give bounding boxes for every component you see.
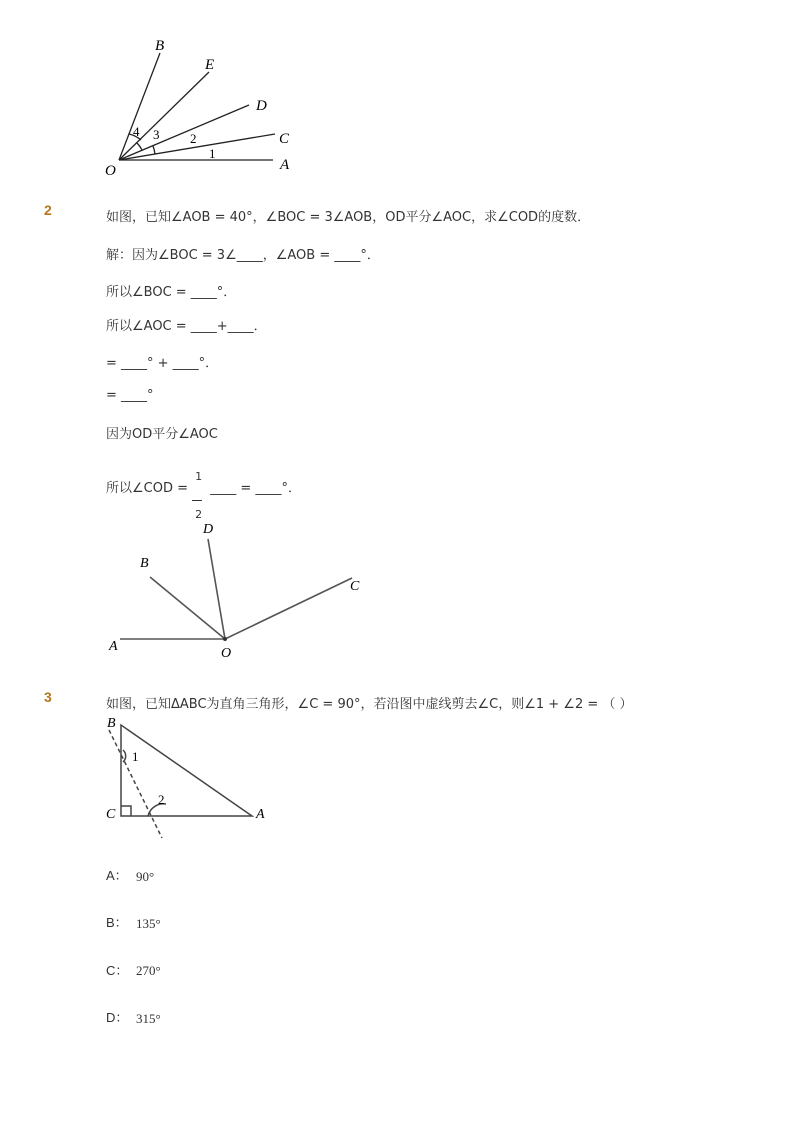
- ray-OD: [208, 539, 225, 639]
- question-stem: 如图，已知∠AOB = 40°，∠BOC = 3∠AOB，OD平分∠AOC，求∠COD的度数．: [106, 210, 591, 225]
- label-2: 2: [190, 131, 197, 146]
- ray-OC: [225, 578, 352, 639]
- option-c-value[interactable]: 270°: [136, 963, 161, 978]
- right-angle-mark: [121, 806, 131, 816]
- figure-right-triangle: [100, 712, 280, 842]
- solution-line-7: [106, 470, 301, 521]
- label-C: C: [106, 807, 116, 822]
- solution-line-3: 所以∠AOC = ____+____．: [106, 319, 267, 334]
- question-number: 3: [44, 689, 52, 705]
- label-2: 2: [158, 792, 165, 807]
- solution-line-5: = ____°: [106, 388, 154, 403]
- label-E: E: [205, 57, 215, 73]
- option-d-value[interactable]: 315°: [136, 1011, 161, 1026]
- label-A: A: [256, 807, 265, 822]
- option-c-letter[interactable]: C：: [106, 963, 129, 978]
- question-number: 2: [44, 202, 52, 218]
- option-a-letter[interactable]: A：: [106, 868, 128, 883]
- label-B: B: [155, 38, 165, 54]
- label-D: D: [256, 98, 267, 114]
- label-O: O: [105, 163, 116, 179]
- label-4: 4: [133, 124, 140, 139]
- ray-OB: [150, 577, 225, 639]
- fraction-denominator: 2: [195, 508, 203, 521]
- label-B: B: [107, 716, 116, 731]
- label-D: D: [203, 522, 214, 537]
- label-3: 3: [153, 127, 160, 142]
- solution-line-1: 解：因为∠BOC = 3∠____，∠AOB = ____°．: [106, 248, 380, 263]
- question-stem: 如图，已知ΔABC为直角三角形，∠C = 90°，若沿图中虚线剪去∠C，则∠1 + ∠2 = （ ）: [106, 697, 633, 712]
- cut-line: [109, 730, 162, 838]
- solution-line-2: 所以∠BOC = ____°．: [106, 285, 237, 300]
- option-b-value[interactable]: 135°: [136, 916, 161, 931]
- fraction-bar: [192, 500, 202, 501]
- fraction-numerator: 1: [195, 470, 203, 483]
- solution-line-6: 因为OD平分∠AOC: [106, 427, 218, 442]
- label-C: C: [279, 131, 290, 147]
- label-O: O: [221, 646, 232, 661]
- label-1: 1: [209, 146, 216, 161]
- label-1: 1: [132, 749, 139, 764]
- ray-OB: [119, 53, 160, 160]
- arc-2: [153, 146, 155, 154]
- solution-line-7-suffix: ____ = ____°．: [210, 481, 301, 496]
- option-a-value[interactable]: 90°: [136, 869, 155, 884]
- label-C: C: [350, 579, 360, 594]
- arc-3: [137, 143, 142, 150]
- solution-line-7-prefix: 所以∠COD =: [106, 481, 193, 496]
- figure-bisector: [100, 515, 380, 665]
- point-O: [223, 637, 227, 641]
- arc-1: [123, 750, 126, 762]
- label-A: A: [109, 639, 118, 654]
- label-A: A: [280, 157, 290, 173]
- option-d-letter[interactable]: D：: [106, 1010, 129, 1025]
- solution-line-4: = ____° + ____°．: [106, 356, 219, 371]
- figure-angle-rays: [95, 30, 315, 180]
- option-b-letter[interactable]: B：: [106, 915, 128, 930]
- label-B: B: [140, 556, 149, 571]
- triangle-ABC: [121, 725, 252, 816]
